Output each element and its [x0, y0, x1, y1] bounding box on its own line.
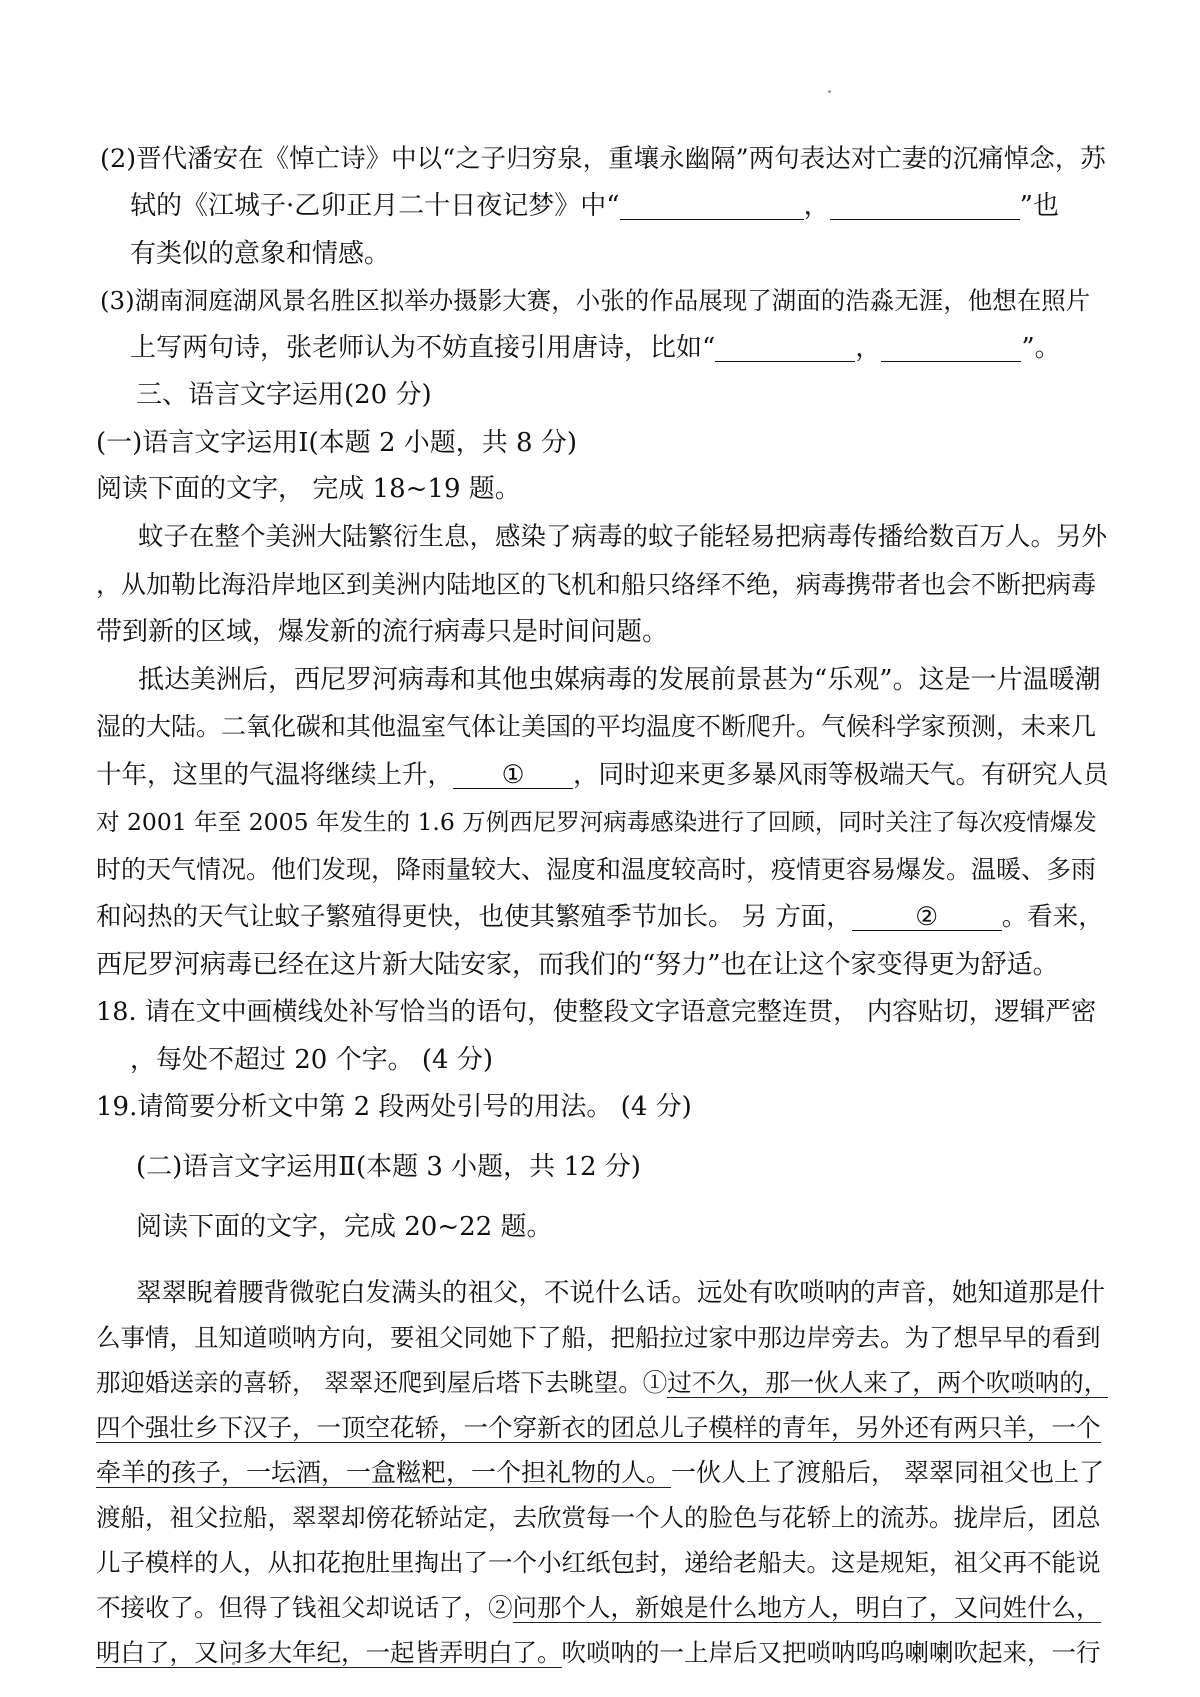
passage1-line	[96, 900, 1104, 934]
scan-speck	[828, 90, 831, 93]
q2-text-b: ”也	[1019, 191, 1059, 221]
passage2-underlined-sentence-1: 过不久，那一伙人来了，两个吹唢呐的，	[667, 1368, 1109, 1397]
passage1-line: 蚊子在整个美洲大陆繁衍生息，感染了病毒的蚊子能轻易把病毒传播给数百万人。另外	[138, 522, 1108, 552]
passage1-text: 。看来，	[1001, 902, 1104, 932]
q3-comma: ，	[855, 333, 882, 363]
question-19: 19.请简要分析文中第 2 段两处引号的用法。 (4 分)	[96, 1092, 692, 1122]
passage1-line: ，从加勒比海沿岸地区到美洲内陆地区的飞机和船只络绎不绝，病毒携带者也会不断把病毒	[96, 570, 1097, 599]
passage2-line: 翠翠睨着腰背微驼白发满头的祖父，不说什么话。远处有吹唢呐的声音，她知道那是什	[136, 1278, 1106, 1308]
passage1-blank-1[interactable]: ①	[453, 762, 573, 789]
question-18-line-2: ，每处不超过 20 个字。 (4 分)	[130, 1045, 493, 1075]
passage2-line: 渡船，祖父拉船，翠翠却傍花轿站定，去欣赏每一个人的脸色与花轿上的流苏。拢岸后，团总	[96, 1503, 1101, 1532]
passage2-line	[96, 1636, 1101, 1670]
section3-instruction: 阅读下面的文字， 完成 18~19 题。	[96, 474, 521, 504]
q3-line-1: (3)湖南洞庭湖风景名胜区拟举办摄影大赛，小张的作品展现了湖面的浩淼无涯，他想在照片	[100, 286, 1091, 315]
passage2-line	[96, 1411, 1101, 1445]
q3-answer-blank-1[interactable]	[715, 335, 855, 362]
passage1-line: 西尼罗河病毒已经在这片新大陆安家，而我们的“努力”也在让这个家变得更为舒适。	[96, 950, 1059, 980]
q2-line-3: 有类似的意象和情感。	[130, 239, 391, 269]
q3-answer-blank-2[interactable]	[881, 335, 1021, 362]
passage1-text: 和闷热的天气让蚊子繁殖得更快，也使其繁殖季节加长。 另 方面，	[96, 902, 852, 932]
q2-text-a: 轼的《江城子·乙卯正月二十日夜记梦》中“	[130, 191, 620, 221]
passage2-underlined-sentence-2: 明白了，又问多大年纪，一起皆弄明白了。	[96, 1638, 562, 1667]
passage2-line	[96, 1456, 1104, 1490]
passage1-line: 时的天气情况。他们发现，降雨量较大、湿度和温度较高时，疫情更容易爆发。温暖、多雨	[96, 855, 1097, 884]
q3-text-b: ”。	[1021, 333, 1061, 363]
q2-answer-blank-1[interactable]	[620, 193, 804, 220]
section3-part1-title: (一)语言文字运用Ⅰ(本题 2 小题，共 8 分)	[96, 428, 577, 458]
passage2-line	[96, 1591, 1101, 1625]
passage2-text: 那迎婚送亲的喜轿， 翠翠还爬到屋后塔下去眺望。①	[96, 1368, 668, 1397]
passage1-line: 对 2001 年至 2005 年发生的 1.6 万例西尼罗河病毒感染进行了回顾，同时关注了每次疫情爆发	[96, 808, 1097, 836]
passage2-text: 一伙人上了渡船后， 翠翠同祖父也上了	[671, 1458, 1104, 1487]
passage1-line: 抵达美洲后，西尼罗河病毒和其他虫媒病毒的发展前景甚为“乐观”。这是一片温暖潮	[138, 665, 1101, 695]
passage2-line: 么事情，且知道唢呐方向，要祖父同她下了船，把船拉过家中那边岸旁去。为了想早早的看到	[96, 1323, 1101, 1352]
passage1-text: ，同时迎来更多暴风雨等极端天气。有研究人员	[573, 760, 1109, 790]
q3-text-a: 上写两句诗，张老师认为不妨直接引用唐诗，比如“	[130, 333, 716, 363]
q2-answer-blank-2[interactable]	[830, 193, 1020, 220]
section3-title: 三、语言文字运用(20 分)	[136, 380, 432, 410]
passage2-underlined-sentence-2: 问那个人，新娘是什么地方人，明白了，又问姓什么，	[512, 1593, 1101, 1622]
q2-line-1: (2)晋代潘安在《悼亡诗》中以“之子归穷泉，重壤永幽隔”两句表达对亡妻的沉痛悼念，苏	[100, 144, 1106, 174]
passage2-line: 儿子模样的人，从扣花抱肚里掏出了一个小红纸包封，递给老船夫。这是规矩，祖父再不能说	[96, 1548, 1101, 1577]
passage2-underlined-sentence-1: 四个强壮乡下汉子，一顶空花轿，一个穿新衣的团总儿子模样的青年，另外还有两只羊，一个	[96, 1413, 1101, 1442]
passage1-line: 带到新的区域，爆发新的流行病毒只是时间问题。	[96, 617, 669, 647]
q2-line-2	[130, 189, 1059, 223]
passage2-line	[96, 1366, 1108, 1400]
passage2-text: 不接收了。但得了钱祖父却说话了，②	[96, 1593, 513, 1622]
question-18-line-1: 18. 请在文中画横线处补写恰当的语句，使整段文字语意完整连贯， 内容贴切，逻辑严密	[96, 997, 1097, 1027]
passage2-text: 吹唢呐的一上岸后又把唢呐呜呜喇喇吹起来，一行	[561, 1638, 1101, 1667]
passage1-line	[96, 758, 1109, 792]
q3-line-2	[130, 331, 1061, 365]
q2-comma: ，	[803, 191, 830, 221]
passage1-line: 湿的大陆。二氧化碳和其他温室气体让美国的平均温度不断爬升。气候科学家预测，未来几	[96, 712, 1097, 741]
passage1-text: 十年，这里的气温将继续上升，	[96, 760, 454, 790]
section3-part2-instruction: 阅读下面的文字，完成 20~22 题。	[136, 1212, 553, 1242]
passage1-blank-2[interactable]: ②	[852, 904, 1002, 931]
passage2-underlined-sentence-1: 牵羊的孩子，一坛酒，一盒糍粑，一个担礼物的人。	[96, 1458, 672, 1487]
section3-part2-title: (二)语言文字运用Ⅱ(本题 3 小题，共 12 分)	[136, 1152, 641, 1182]
